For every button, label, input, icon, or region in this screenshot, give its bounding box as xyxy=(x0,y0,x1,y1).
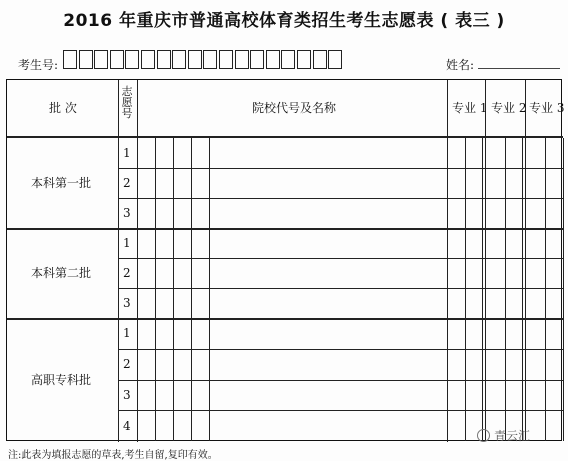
table-rule xyxy=(563,138,564,228)
table-rule xyxy=(118,410,563,411)
wechat-icon xyxy=(477,429,490,442)
table-rule xyxy=(191,138,192,228)
batch-label: 高职专科批 xyxy=(31,372,92,387)
candidate-number-box[interactable] xyxy=(235,50,249,69)
candidate-number-boxes[interactable] xyxy=(63,50,344,71)
table-rule xyxy=(482,228,483,318)
table-rule xyxy=(485,138,486,228)
table-rule xyxy=(482,318,483,441)
name-label: 姓名: xyxy=(446,58,475,72)
header-major-1: 专业 1 xyxy=(452,101,488,115)
candidate-number-box[interactable] xyxy=(141,50,155,69)
candidate-number-box[interactable] xyxy=(203,50,217,69)
footnote: 注:此表为填报志愿的草表,考生自留,复印有效。 xyxy=(8,450,218,461)
table-rule xyxy=(118,80,119,442)
table-rule xyxy=(191,228,192,318)
candidate-number-box[interactable] xyxy=(79,50,93,69)
table-rule xyxy=(173,318,174,441)
table-rule xyxy=(209,138,210,228)
table-rule xyxy=(482,138,483,228)
candidate-number-box[interactable] xyxy=(172,50,186,69)
candidate-number-box[interactable] xyxy=(313,50,327,69)
table-rule xyxy=(118,349,563,350)
header-choice-number: 志愿号 xyxy=(121,85,133,120)
candidate-number-box[interactable] xyxy=(266,50,280,69)
table-rule xyxy=(525,138,526,228)
table-rule xyxy=(209,228,210,318)
header-batch: 批 次 xyxy=(49,101,77,115)
table-rule xyxy=(465,318,466,441)
candidate-number-box[interactable] xyxy=(188,50,202,69)
choice-number: 3 xyxy=(123,296,131,310)
table-rule xyxy=(522,228,523,318)
table-rule xyxy=(522,138,523,228)
table-rule xyxy=(155,138,156,228)
candidate-number-box[interactable] xyxy=(328,50,342,69)
candidate-number-box[interactable] xyxy=(250,50,264,69)
table-rule xyxy=(563,228,564,318)
table-rule xyxy=(545,138,546,228)
name-field[interactable] xyxy=(478,68,560,69)
table-rule xyxy=(563,318,564,441)
candidate-number-box[interactable] xyxy=(94,50,108,69)
choice-number: 1 xyxy=(123,326,131,341)
candidate-number-box[interactable] xyxy=(63,50,77,69)
candidate-number-box[interactable] xyxy=(125,50,139,69)
choice-number: 1 xyxy=(123,236,131,250)
table-rule xyxy=(545,318,546,441)
candidate-number-label: 考生号: xyxy=(18,58,59,72)
header-school: 院校代号及名称 xyxy=(252,101,337,115)
table-rule xyxy=(173,228,174,318)
choice-number: 4 xyxy=(123,418,131,433)
table-rule xyxy=(118,380,563,381)
table-rule xyxy=(505,138,506,228)
table-rule xyxy=(118,198,563,199)
table-rule xyxy=(525,228,526,318)
table-rule xyxy=(191,318,192,441)
table-rule xyxy=(118,288,563,289)
candidate-number-box[interactable] xyxy=(110,50,124,69)
table-rule xyxy=(485,228,486,318)
table-rule xyxy=(209,318,210,441)
table-rule xyxy=(7,136,563,138)
choice-number: 3 xyxy=(123,206,131,220)
batch-label: 本科第二批 xyxy=(31,266,92,280)
choice-number: 2 xyxy=(123,266,131,280)
application-table xyxy=(6,79,565,441)
table-rule xyxy=(155,318,156,441)
choice-number: 3 xyxy=(123,387,131,402)
candidate-number-box[interactable] xyxy=(219,50,233,69)
header-major-3: 专业 3 xyxy=(529,101,565,115)
table-rule xyxy=(505,228,506,318)
table-rule xyxy=(7,228,563,230)
watermark xyxy=(477,427,530,444)
page-title: 2016 年重庆市普通高校体育类招生考生志愿表 ( 表三 ) xyxy=(63,11,505,31)
candidate-number-box[interactable] xyxy=(297,50,311,69)
table-rule xyxy=(155,228,156,318)
table-rule xyxy=(173,138,174,228)
candidate-number-box[interactable] xyxy=(157,50,171,69)
table-rule xyxy=(505,318,506,441)
table-rule xyxy=(522,318,523,441)
choice-number: 1 xyxy=(123,146,131,160)
choice-number: 2 xyxy=(123,357,131,372)
table-rule xyxy=(525,318,526,441)
table-rule xyxy=(137,80,138,442)
header-major-2: 专业 2 xyxy=(491,101,527,115)
choice-number: 2 xyxy=(123,176,131,190)
table-rule xyxy=(465,138,466,228)
watermark-text: 青云汇 xyxy=(494,429,531,443)
candidate-number-box[interactable] xyxy=(281,50,295,69)
table-rule xyxy=(118,168,563,169)
table-rule xyxy=(485,318,486,441)
table-rule xyxy=(447,80,448,442)
batch-label: 本科第一批 xyxy=(31,176,92,190)
table-rule xyxy=(545,228,546,318)
table-rule xyxy=(118,258,563,259)
table-rule xyxy=(7,318,563,320)
table-rule xyxy=(465,228,466,318)
